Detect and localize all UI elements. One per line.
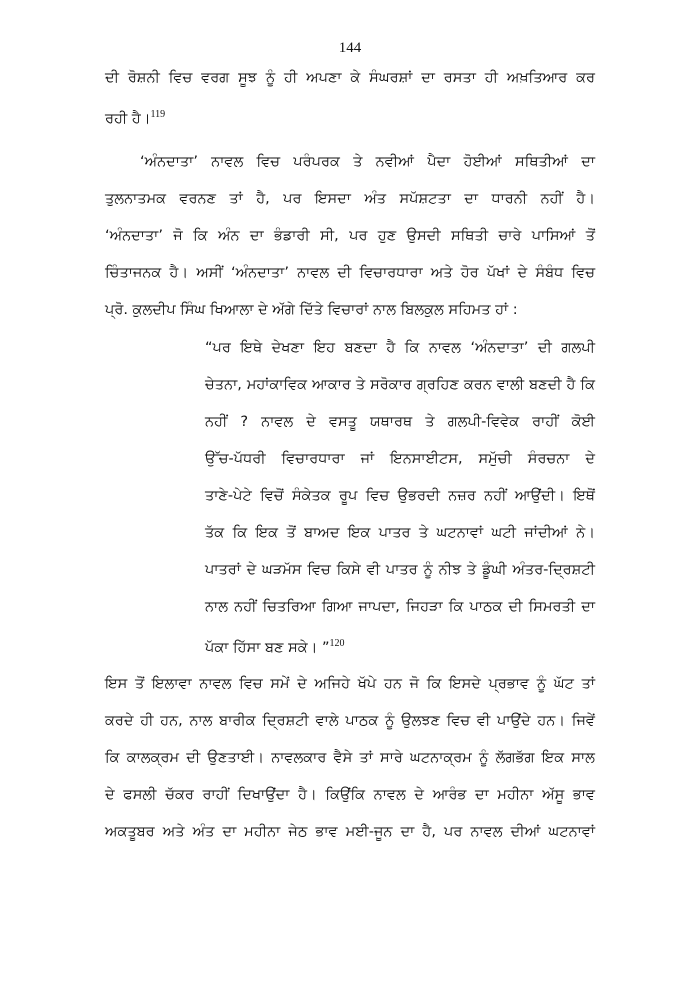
quote-line: ਤੱਕ ਕਿ ਇਕ ਤੋਂ ਬਾਅਦ ਇਕ ਪਾਤਰ ਤੇ ਘਟਨਾਵਾਂ ਘਟੀ ਜਾਂਦੀਆਂ ਨੇ। xyxy=(205,525,595,541)
text-line: ਕਰਦੇ ਹੀ ਹਨ, ਨਾਲ ਬਾਰੀਕ ਦ੍ਰਿਸ਼ਟੀ ਵਾਲੇ ਪਾਠਕ ਨੂੰ ਉਲਝਣ ਵਿਚ ਵੀ ਪਾਉਂਦੇ ਹਨ। ਜਿਵੇਂ xyxy=(105,713,595,729)
text-line: ਕਿ ਕਾਲਕ੍ਰਮ ਦੀ ਉਣਤਾਈ। ਨਾਵਲਕਾਰ ਵੈਸੇ ਤਾਂ ਸਾਰੇ ਘਟਨਾਕ੍ਰਮ ਨੂੰ ਲੱਗਭੱਗ ਇਕ ਸਾਲ xyxy=(105,750,595,766)
text-fragment: ਰਹੀ ਹੈ। xyxy=(105,111,151,127)
text-line: ਦੀ ਰੋਸ਼ਨੀ ਵਿਚ ਵਰਗ ਸੂਝ ਨੂੰ ਹੀ ਅਪਣਾ ਕੇ ਸੰਘਰਸ਼ਾਂ ਦਾ ਰਸਤਾ ਹੀ ਅਖ਼ਤਿਆਰ ਕਰ xyxy=(105,70,595,86)
text-line: ਪ੍ਰੋ. ਕੁਲਦੀਪ ਸਿੰਘ ਖਿਆਲਾ ਦੇ ਅੱਗੇ ਦਿੱਤੇ ਵਿਚਾਰਾਂ ਨਾਲ ਬਿਲਕੁਲ ਸਹਿਮਤ ਹਾਂ : xyxy=(105,302,518,318)
quote-line: ਨਾਲ ਨਹੀਂ ਚਿਤਰਿਆ ਗਿਆ ਜਾਪਦਾ, ਜਿਹੜਾ ਕਿ ਪਾਠਕ ਦੀ ਸਿਮਰਤੀ ਦਾ xyxy=(205,599,595,615)
text-line: ਅਕਤੂਬਰ ਅਤੇ ਅੰਤ ਦਾ ਮਹੀਨਾ ਜੇਠ ਭਾਵ ਮਈ-ਜੂਨ ਦਾ ਹੈ, ਪਰ ਨਾਵਲ ਦੀਆਂ ਘਟਨਾਵਾਂ xyxy=(105,824,595,840)
footnote-ref: 119 xyxy=(150,109,166,120)
text-line: ਚਿੰਤਾਜਨਕ ਹੈ। ਅਸੀਂ ‘ਅੰਨਦਾਤਾ’ ਨਾਵਲ ਦੀ ਵਿਚਾਰਧਾਰਾ ਅਤੇ ਹੋਰ ਪੱਖਾਂ ਦੇ ਸੰਬੰਧ ਵਿਚ xyxy=(105,265,595,281)
text-line: ਇਸ ਤੋਂ ਇਲਾਵਾ ਨਾਵਲ ਵਿਚ ਸਮੇਂ ਦੇ ਅਜਿਹੇ ਖੱਪੇ ਹਨ ਜੋ ਕਿ ਇਸਦੇ ਪ੍ਰਭਾਵ ਨੂੰ ਘੱਟ ਤਾਂ xyxy=(105,676,595,692)
footnote-ref: 120 xyxy=(329,638,345,649)
text-line xyxy=(105,105,595,129)
quote-line: ਨਹੀਂ ? ਨਾਵਲ ਦੇ ਵਸਤੂ ਯਥਾਰਥ ਤੇ ਗਲਪੀ-ਵਿਵੇਕ ਰਾਹੀਂ ਕੋਈ xyxy=(205,414,595,430)
text-fragment: ਪੱਕਾ ਹਿੱਸਾ ਬਣ ਸਕੇ। ” xyxy=(205,640,330,656)
quote-line: ਪਾਤਰਾਂ ਦੇ ਘੜਮੱਸ ਵਿਚ ਕਿਸੇ ਵੀ ਪਾਤਰ ਨੂੰ ਨੀਝ ਤੇ ਡੂੰਘੀ ਅੰਤਰ-ਦ੍ਰਿਸ਼ਟੀ xyxy=(205,562,595,578)
quote-line: “ਪਰ ਇਥੇ ਦੇਖਣਾ ਇਹ ਬਣਦਾ ਹੈ ਕਿ ਨਾਵਲ ‘ਅੰਨਦਾਤਾ’ ਦੀ ਗਲਪੀ xyxy=(205,340,595,356)
quote-line xyxy=(205,634,595,658)
text-line: ਤੁਲਨਾਤਮਕ ਵਰਨਣ ਤਾਂ ਹੈ, ਪਰ ਇਸਦਾ ਅੰਤ ਸਪੱਸ਼ਟਤਾ ਦਾ ਧਾਰਨੀ ਨਹੀਂ ਹੈ। xyxy=(105,191,595,207)
text-line: ‘ਅੰਨਦਾਤਾ’ ਨਾਵਲ ਵਿਚ ਪਰੰਪਰਕ ਤੇ ਨਵੀਆਂ ਪੈਦਾ ਹੋਈਆਂ ਸਥਿਤੀਆਂ ਦਾ xyxy=(140,154,595,170)
quote-line: ਤਾਣੇ-ਪੇਟੇ ਵਿਚੋਂ ਸੰਕੇਤਕ ਰੂਪ ਵਿਚ ਉਭਰਦੀ ਨਜ਼ਰ ਨਹੀਂ ਆਉਂਦੀ। ਇਥੋਂ xyxy=(205,488,595,504)
text-line: ‘ਅੰਨਦਾਤਾ’ ਜੋ ਕਿ ਅੰਨ ਦਾ ਭੰਡਾਰੀ ਸੀ, ਪਰ ਹੁਣ ਉਸਦੀ ਸਥਿਤੀ ਚਾਰੇ ਪਾਸਿਆਂ ਤੋਂ xyxy=(105,228,595,244)
text-line: ਦੇ ਫਸਲੀ ਚੱਕਰ ਰਾਹੀਂ ਦਿਖਾਉਂਦਾ ਹੈ। ਕਿਉਂਕਿ ਨਾਵਲ ਦੇ ਆਰੰਭ ਦਾ ਮਹੀਨਾ ਅੱਸੂ ਭਾਵ xyxy=(105,787,595,803)
quote-line: ਚੇਤਨਾ, ਮਹਾਂਕਾਵਿਕ ਆਕਾਰ ਤੇ ਸਰੋਕਾਰ ਗ੍ਰਹਿਣ ਕਰਨ ਵਾਲੀ ਬਣਦੀ ਹੈ ਕਿ xyxy=(205,377,595,393)
quote-line: ਉੱਚ-ਪੱਧਰੀ ਵਿਚਾਰਧਾਰਾ ਜਾਂ ਇਨਸਾਈਟਸ, ਸਮੁੱਚੀ ਸੰਰਚਨਾ ਦੇ xyxy=(205,451,595,467)
page-number: 144 xyxy=(338,40,362,56)
